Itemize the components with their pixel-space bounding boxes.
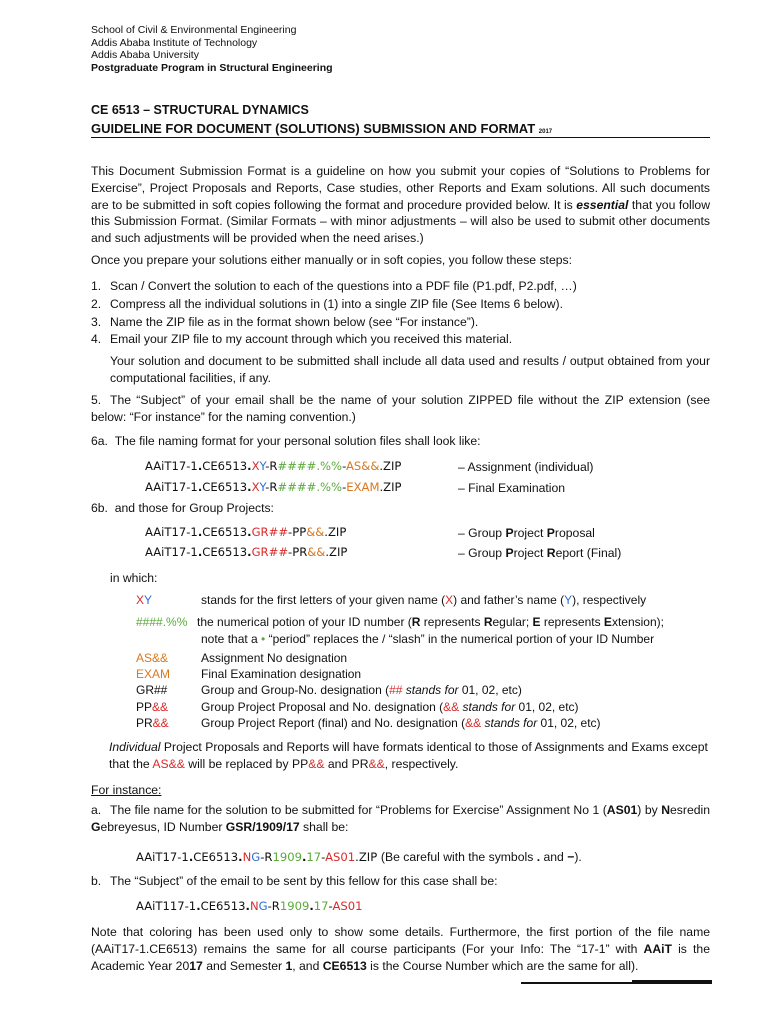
document-title-text: GUIDELINE FOR DOCUMENT (SOLUTIONS) SUBMISSION AND FORMAT <box>91 121 536 136</box>
legend-key-as: AS&& <box>136 651 169 665</box>
format-desc-group-report: – Group Project Report (Final) <box>458 546 622 560</box>
school-name: School of Civil & Environmental Engineering <box>91 24 297 36</box>
legend-def-as: Assignment No designation <box>201 651 348 665</box>
legend-key-exam: EXAM <box>136 667 171 681</box>
legend-period-note: note that a • “period” replaces the / “slash” in the numerical portion of your ID Number <box>201 632 655 646</box>
instance-b: b. The “Subject” of the email to be sent by this fellow for this case shall be: <box>91 874 498 888</box>
format-desc-group-proposal: – Group Project Proposal <box>458 526 595 540</box>
document-title <box>91 121 552 136</box>
institution-header <box>91 24 333 74</box>
example-filename-1: AAiT17-1.CE6513.NG-R1909.17-AS01.ZIP (Be careful with the symbols . and −). <box>136 850 582 864</box>
step-item: 2. Compress all the individual solutions in (1) into a single ZIP file (See Items 6 below). <box>91 297 563 311</box>
in-which-label: in which: <box>110 571 158 585</box>
university-name: Addis Ababa University <box>91 49 199 61</box>
legend-def-exam: Final Examination designation <box>201 667 362 681</box>
legend-def-id: the numerical potion of your ID number (R represents Regular; E represents Extension); <box>197 615 664 629</box>
legend-key-id: ####.%% <box>136 615 188 629</box>
title-divider <box>91 137 710 138</box>
step-item: 1. Scan / Convert the solution to each of the questions into a PDF file (P1.pdf, P2.pdf, …) <box>91 279 577 293</box>
filename-format-group-report: AAiT17-1.CE6513.GR##-PR&&.ZIP <box>145 545 348 559</box>
legend-key-gr: GR## <box>136 683 168 697</box>
legend-def-pr: Group Project Report (final) and No. designation (&& stands for 01, 02, etc) <box>201 716 601 730</box>
section-6a: 6a. The file naming format for your personal solution files shall look like: <box>91 434 481 448</box>
program-name: Postgraduate Program in Structural Engineering <box>91 61 333 74</box>
steps-intro: Once you prepare your solutions either manually or in soft copies, you follow these steps: <box>91 253 572 267</box>
individual-note: Individual Project Proposals and Reports will have formats identical to those of Assignments and Exams except that the AS&& will be replaced by PP&& and PR&&, respectively. <box>109 740 708 771</box>
document-year: 2017 <box>538 129 553 135</box>
filename-format-exam: AAiT17-1.CE6513.XY-R####.%%-EXAM.ZIP <box>145 480 402 494</box>
legend-def-gr: Group and Group-No. designation (## stands for 01, 02, etc) <box>201 683 522 697</box>
legend-def-xy: stands for the first letters of your given name (X) and father’s name (Y), respectively <box>201 593 647 607</box>
legend-key-pp: PP&& <box>136 700 169 714</box>
step-item-5: 5. The “Subject” of your email shall be the name of your solution ZIPPED file without the ZIP extension (see below: “For instance” for the naming convention.) <box>91 393 710 424</box>
institute-name: Addis Ababa Institute of Technology <box>91 36 258 49</box>
format-desc-exam: – Final Examination <box>458 481 566 495</box>
step-item: 3. Name the ZIP file as in the format shown below (see “For instance”). <box>91 315 479 329</box>
footer-rule-thick <box>632 980 712 984</box>
intro-paragraph: This Document Submission Format is a guideline on how you submit your copies of “Solutions to Problems for Exercise”, Project Proposals and Reports, Case studies, other Reports and Exam solutions. All such documents are to be submitted in soft copies following the format and procedure provided below. It is essential that you follow this Submission Format. (Similar Formats – with minor adjustments – will also be used to submit other documents and such adjustments will be provided when the need arises.) <box>91 164 711 246</box>
closing-note: Note that coloring has been used only to show some details. Furthermore, the first portion of the file name (AAiT17-1.CE6513) remains the same for all course participants (For your Info: The “17-1” with AAiT is the Academic Year 2017 and Semester 1, and CE6513 is the Course Number which are the same for all). <box>91 925 710 973</box>
step-item: 4. Email your ZIP file to my account through which you received this material. <box>91 332 513 346</box>
filename-format-assignment: AAiT17-1.CE6513.XY-R####.%%-AS&&.ZIP <box>145 459 402 473</box>
legend-key-xy: XY <box>136 593 153 607</box>
course-title: CE 6513 – STRUCTURAL DYNAMICS <box>91 103 309 117</box>
legend-key-pr: PR&& <box>136 716 169 730</box>
for-instance-heading: For instance: <box>91 783 162 797</box>
legend-def-pp: Group Project Proposal and No. designation (&& stands for 01, 02, etc) <box>201 700 579 714</box>
section-6b: 6b. and those for Group Projects: <box>91 501 274 515</box>
instance-a: a. The file name for the solution to be submitted for “Problems for Exercise” Assignment No 1 (AS01) by Nesredin Gebreyesus, ID Number GSR/1909/17 shall be: <box>91 803 710 834</box>
example-filename-2: AAiT117-1.CE6513.NG-R1909.17-AS01 <box>136 899 363 913</box>
filename-format-group-proposal: AAiT17-1.CE6513.GR##-PP&&.ZIP <box>145 525 347 539</box>
format-desc-assignment: – Assignment (individual) <box>458 460 594 474</box>
step4-note: Your solution and document to be submitted shall include all data used and results / output obtained from your computational facilities, if any. <box>110 354 710 385</box>
